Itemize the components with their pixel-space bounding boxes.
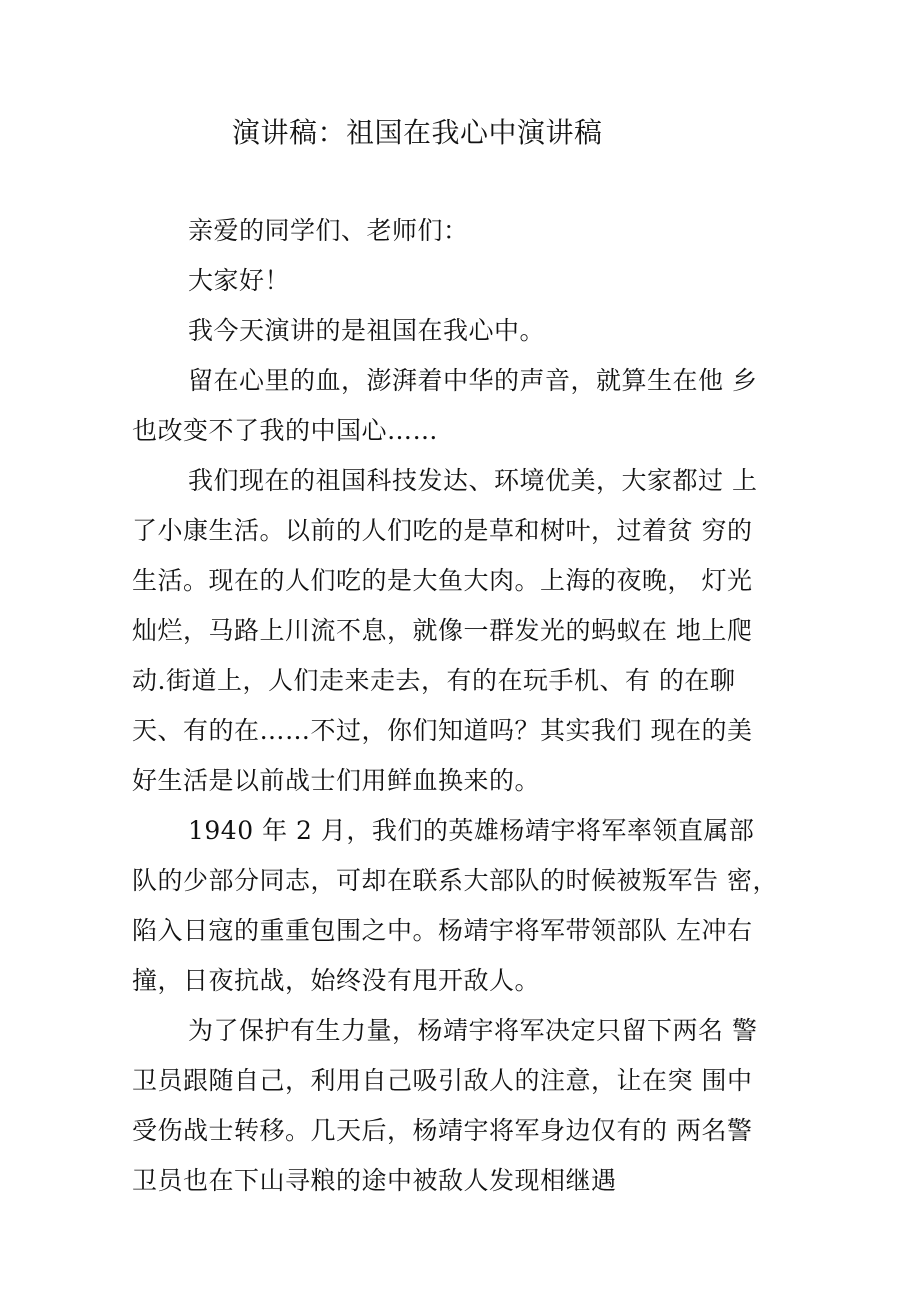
paragraph-line: 卫员也在下山寻粮的途中被敌人发现相继遇 xyxy=(132,1166,617,1195)
paragraph-line: 动.街道上，人们走来走去，有的在玩手机、有 的在聊 xyxy=(132,666,736,695)
paragraph-line: 受伤战士转移。几天后，杨靖宇将军身边仅有的 两名警 xyxy=(132,1116,753,1145)
paragraph-line: 1940 年 2 月，我们的英雄杨靖宇将军率领直属部 xyxy=(188,816,755,845)
paragraph-line: 生活。现在的人们吃的是大鱼大肉。上海的夜晚， 灯光 xyxy=(132,566,753,595)
paragraph-line: 为了保护有生力量，杨靖宇将军决定只留下两名 警 xyxy=(188,1016,758,1045)
paragraph-line: 撞，日夜抗战，始终没有甩开敌人。 xyxy=(132,966,541,995)
paragraph-line: 卫员跟随自己，利用自己吸引敌人的注意，让在突 围中 xyxy=(132,1066,753,1095)
salutation-line: 亲爱的同学们、老师们： xyxy=(188,216,469,245)
paragraph-line: 队的少部分同志，可却在联系大部队的时候被叛军告 密， xyxy=(132,866,778,895)
paragraph-line: 灿烂，马路上川流不息，就像一群发光的蚂蚁在 地上爬 xyxy=(132,616,753,645)
document-title: 演讲稿：祖国在我心中演讲稿 xyxy=(232,116,603,149)
speech-body xyxy=(132,206,782,1206)
paragraph-line: 陷入日寇的重重包围之中。杨靖宇将军带领部队 左冲右 xyxy=(132,916,753,945)
paragraph-line: 天、有的在……不过，你们知道吗？其实我们 现在的美 xyxy=(132,716,753,745)
topic-line: 我今天演讲的是祖国在我心中。 xyxy=(188,316,546,345)
greeting-line: 大家好！ xyxy=(188,266,291,295)
paragraph-line: 留在心里的血，澎湃着中华的声音，就算生在他 乡 xyxy=(188,366,758,395)
paragraph-line: 好生活是以前战士们用鲜血换来的。 xyxy=(132,766,541,795)
paragraph-line: 我们现在的祖国科技发达、环境优美，大家都过 上 xyxy=(188,466,758,495)
paragraph-line: 也改变不了我的中国心…… xyxy=(132,416,439,445)
paragraph-line: 了小康生活。以前的人们吃的是草和树叶，过着贫 穷的 xyxy=(132,516,753,545)
